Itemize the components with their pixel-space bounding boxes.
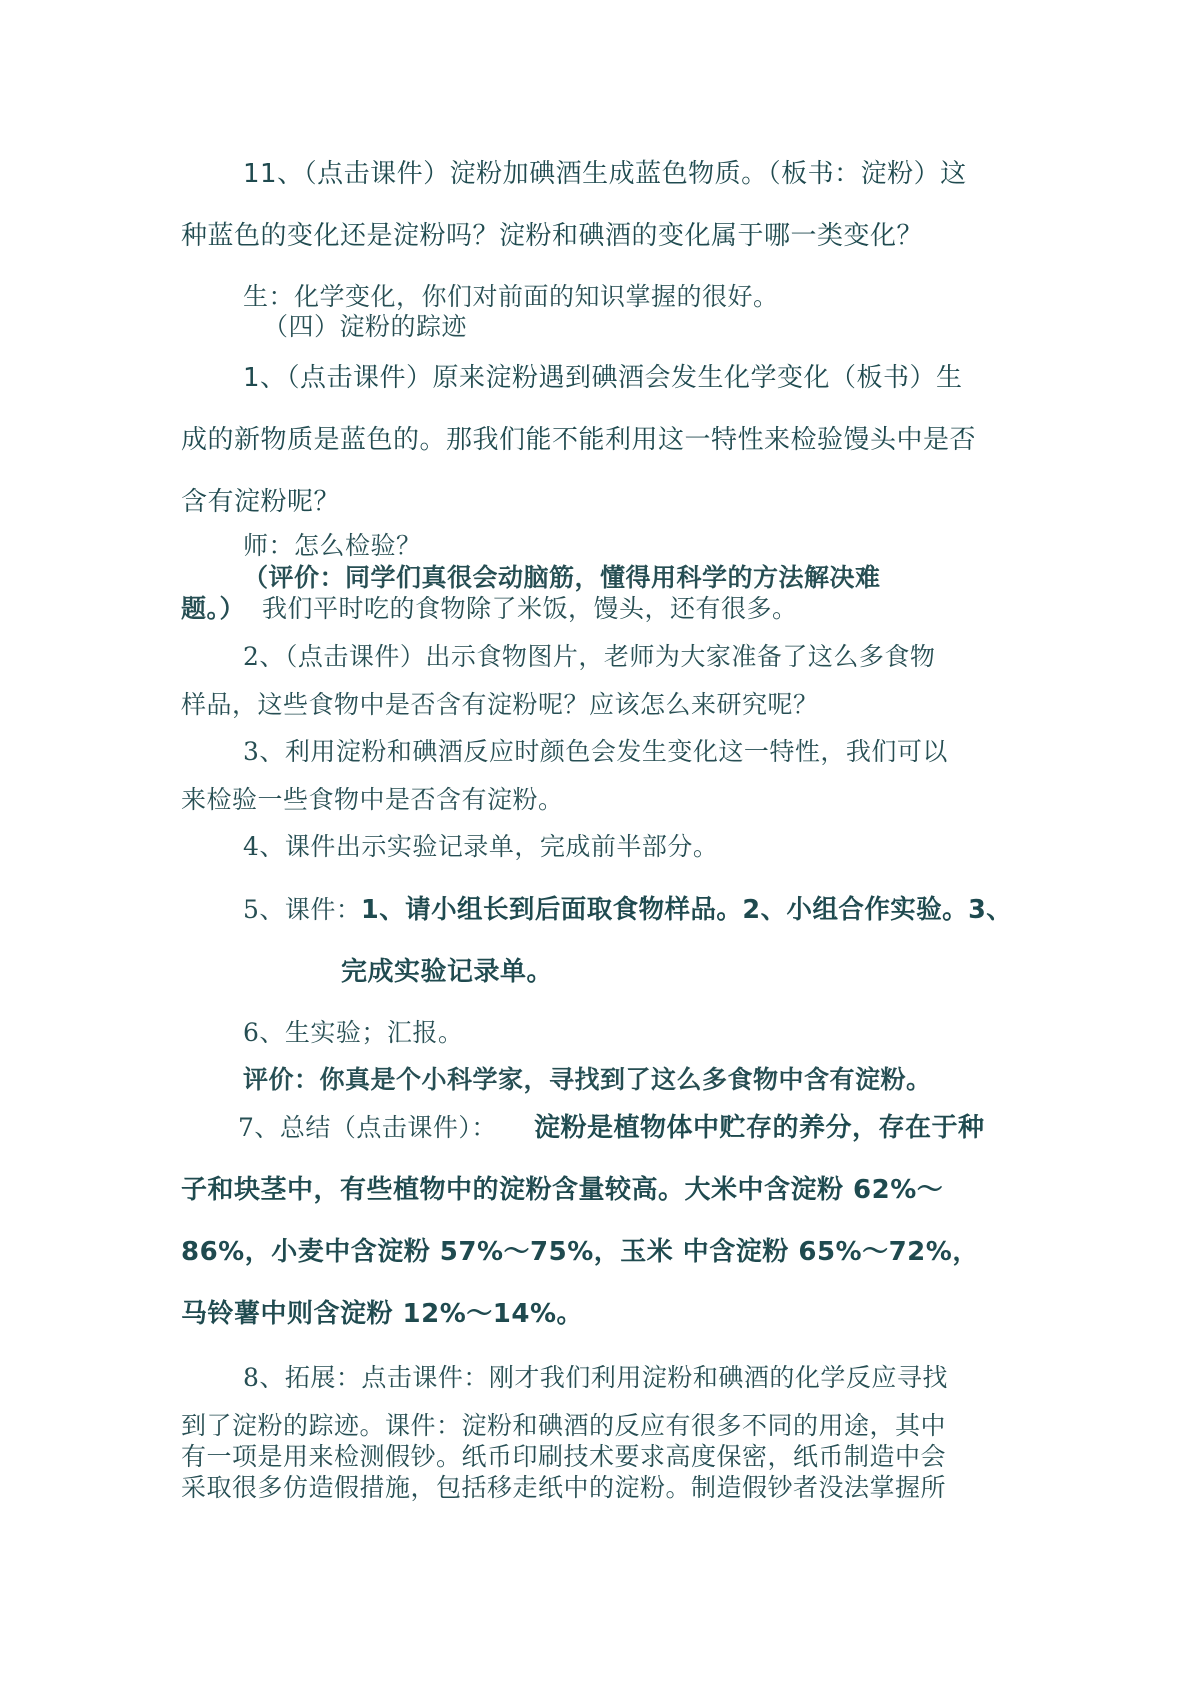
text-line-10: 我们平时吃的食物除了米饭，馒头，还有很多。	[262, 594, 798, 623]
extension-line-1: 8、拓展：点击课件：刚才我们利用淀粉和碘酒的化学反应寻找	[243, 1363, 948, 1392]
text-line-2: 种蓝色的变化还是淀粉吗？淀粉和碘酒的变化属于哪一类变化？	[181, 221, 924, 251]
extension-line-3: 有一项是用来检测假钞。纸币印刷技术要求高度保密，纸币制造中会	[181, 1442, 947, 1471]
text-line-14: 来检验一些食物中是否含有淀粉。	[181, 785, 564, 814]
text-line-16-label: 5、课件：	[243, 895, 362, 924]
extension-line-4: 采取很多仿造假措施，包括移走纸中的淀粉。制造假钞者没法掌握所	[181, 1473, 947, 1502]
text-line-6: 成的新物质是蓝色的。那我们能不能利用这一特性来检验馒头中是否	[181, 425, 977, 455]
section-heading: （四）淀粉的踪迹	[263, 312, 468, 341]
text-line-12: 样品，这些食物中是否含有淀粉呢？应该怎么来研究呢？	[181, 690, 819, 719]
evaluation-line: （评价：同学们真很会动脑筋，懂得用科学的方法解决难	[243, 563, 881, 592]
text-line-3: 生：化学变化，你们对前面的知识掌握的很好。	[243, 282, 779, 311]
text-line-5: 1、（点击课件）原来淀粉遇到碘酒会发生化学变化（板书）生	[243, 363, 963, 393]
text-line-18: 6、生实验；汇报。	[243, 1018, 464, 1047]
text-line-17: 完成实验记录单。	[341, 957, 554, 987]
evaluation-line-2: 评价：你真是个小科学家，寻找到了这么多食物中含有淀粉。	[243, 1065, 932, 1094]
text-line-8: 师：怎么检验？	[243, 531, 422, 560]
text-line-15: 4、课件出示实验记录单，完成前半部分。	[243, 832, 719, 861]
text-line-16-bold: 1、请小组长到后面取食物样品。2、小组合作实验。3、	[361, 895, 1013, 925]
summary-line-4: 马铃薯中则含淀粉 12%～14%。	[181, 1299, 584, 1329]
text-line-1: 11、（点击课件）淀粉加碘酒生成蓝色物质。（板书：淀粉）这	[243, 159, 967, 189]
extension-line-2: 到了淀粉的踪迹。课件：淀粉和碘酒的反应有很多不同的用途，其中	[181, 1411, 947, 1440]
text-line-13: 3、利用淀粉和碘酒反应时颜色会发生变化这一特性，我们可以	[243, 737, 948, 766]
summary-line-2: 子和块茎中，有些植物中的淀粉含量较高。大米中含淀粉 62%～	[181, 1175, 944, 1205]
evaluation-line-end: 题。）	[181, 594, 246, 623]
text-line-11: 2、（点击课件）出示食物图片，老师为大家准备了这么多食物	[243, 642, 936, 671]
text-line-7: 含有淀粉呢？	[181, 487, 341, 517]
summary-line-1: 淀粉是植物体中贮存的养分，存在于种	[534, 1113, 985, 1143]
summary-line-3: 86%，小麦中含淀粉 57%～75%，玉米 中含淀粉 65%～72%，	[181, 1237, 979, 1267]
summary-label: 7、总结（点击课件）：	[238, 1113, 497, 1142]
